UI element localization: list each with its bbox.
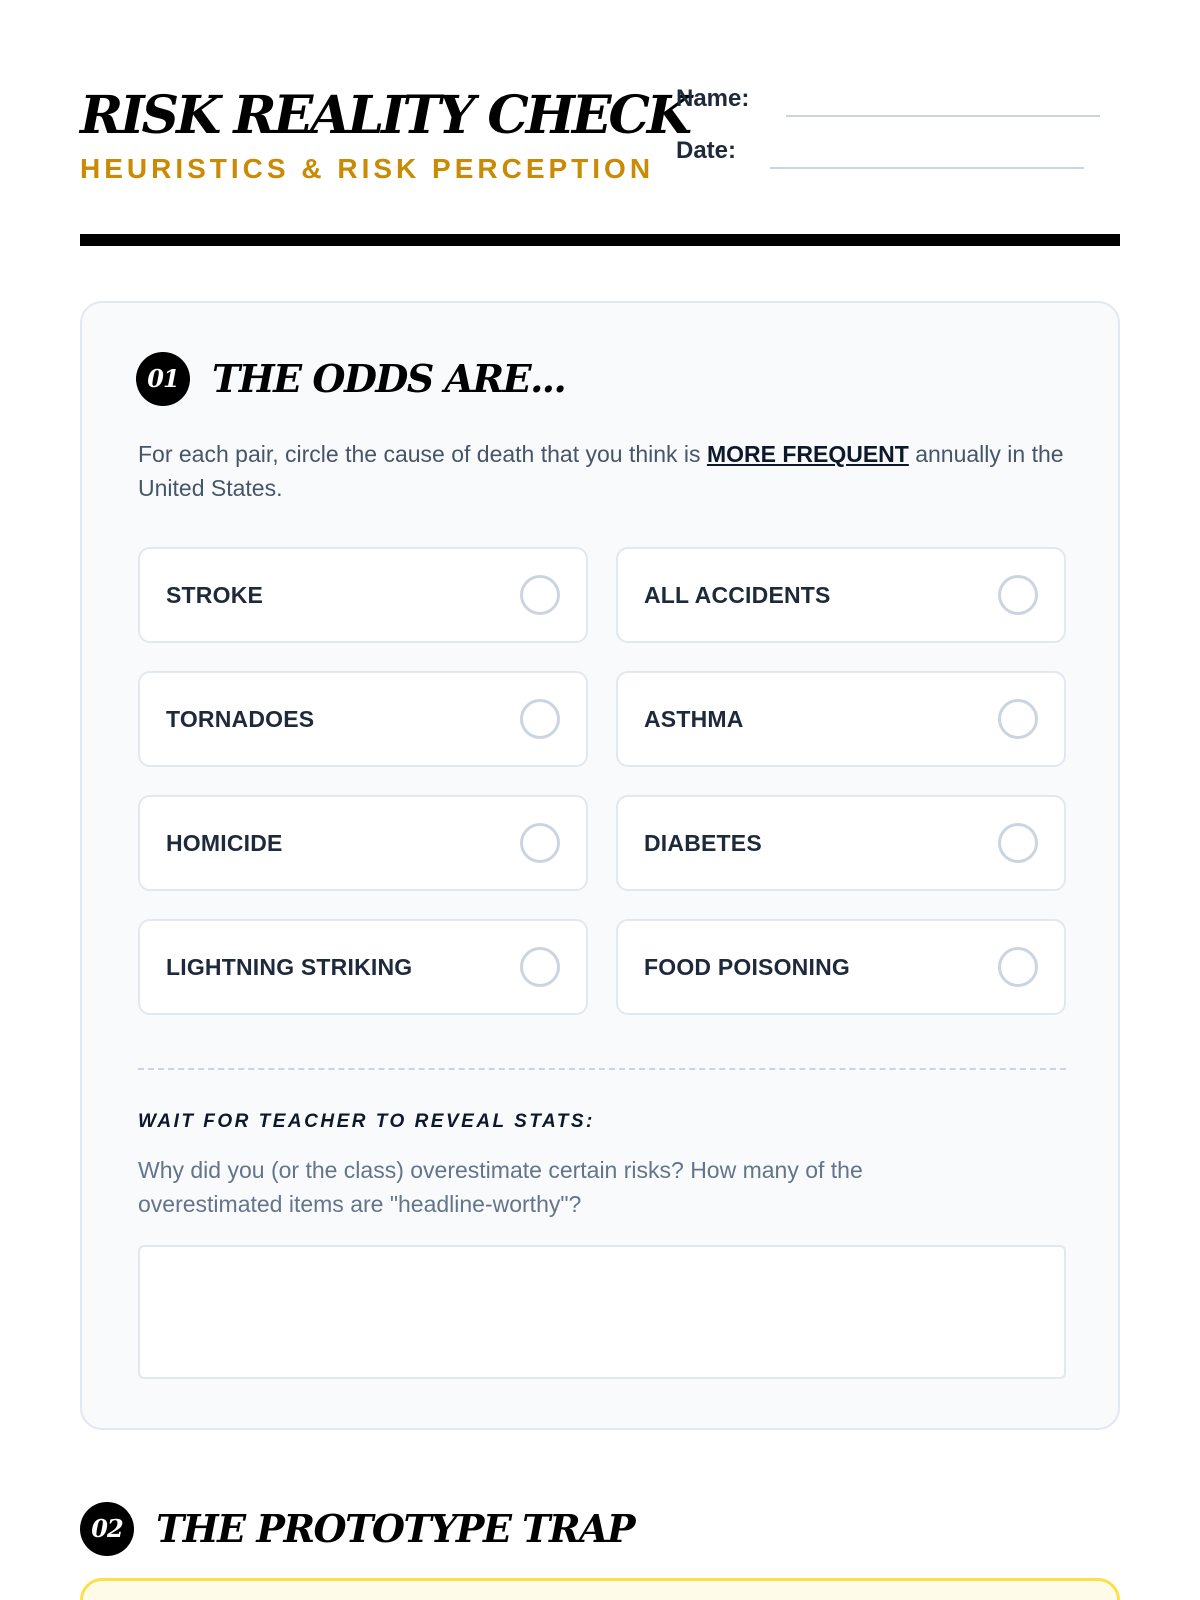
instructions-text-end: annually in the United States. — [138, 441, 1064, 501]
option-label: ALL ACCIDENTS — [644, 581, 831, 608]
option-label: HOMICIDE — [166, 829, 283, 856]
radio-circle[interactable] — [520, 823, 560, 863]
name-field[interactable] — [786, 115, 1100, 117]
section-number-badge: 02 — [80, 1502, 134, 1556]
section-odds-card — [80, 301, 1120, 1430]
option-card[interactable] — [616, 671, 1066, 767]
section-title: THE PROTOTYPE TRAP — [156, 1506, 635, 1551]
radio-circle[interactable] — [520, 575, 560, 615]
section-title: THE ODDS ARE... — [212, 356, 566, 401]
option-grid — [138, 547, 1066, 1015]
option-card[interactable] — [138, 671, 588, 767]
option-card[interactable] — [138, 919, 588, 1015]
option-label: ASTHMA — [644, 705, 744, 732]
radio-circle[interactable] — [520, 699, 560, 739]
instructions-emphasis: MORE FREQUENT — [706, 441, 909, 467]
option-card[interactable] — [616, 919, 1066, 1015]
dashed-divider — [138, 1068, 1066, 1070]
option-card[interactable] — [616, 795, 1066, 891]
option-label: TORNADOES — [166, 705, 315, 732]
callout-box — [80, 1578, 1120, 1600]
header-divider — [80, 234, 1120, 246]
worksheet-subtitle: HEURISTICS & RISK PERCEPTION — [80, 153, 655, 184]
answer-box[interactable] — [138, 1245, 1066, 1379]
option-card[interactable] — [616, 547, 1066, 643]
option-label: FOOD POISONING — [644, 953, 850, 980]
worksheet-title: RISK REALITY CHECK — [80, 85, 690, 146]
radio-circle[interactable] — [520, 947, 560, 987]
section-number-badge: 01 — [136, 352, 190, 406]
option-card[interactable] — [138, 795, 588, 891]
option-label: STROKE — [166, 581, 264, 608]
date-label: Date: — [676, 137, 737, 164]
option-label: LIGHTNING STRIKING — [166, 953, 413, 980]
name-label: Name: — [676, 85, 750, 112]
instructions-text: For each pair, circle the cause of death that you think is — [138, 441, 707, 467]
radio-circle[interactable] — [998, 947, 1038, 987]
section-instructions — [138, 437, 1068, 505]
option-card[interactable] — [138, 547, 588, 643]
option-label: DIABETES — [644, 829, 762, 856]
radio-circle[interactable] — [998, 699, 1038, 739]
reflection-prompt: Why did you (or the class) overestimate certain risks? How many of the overestimated items are "headline-worthy"? — [138, 1157, 863, 1217]
radio-circle[interactable] — [998, 575, 1038, 615]
reveal-label: WAIT FOR TEACHER TO REVEAL STATS: — [138, 1111, 595, 1132]
date-field[interactable] — [770, 167, 1084, 169]
radio-circle[interactable] — [998, 823, 1038, 863]
